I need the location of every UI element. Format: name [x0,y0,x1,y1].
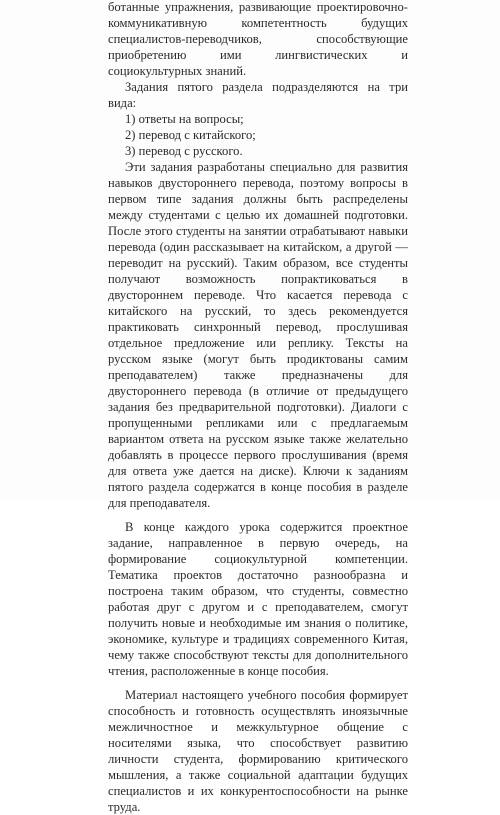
list-item: 1) ответы на вопросы; [125,112,244,126]
paragraph-project-tasks: В конце каждого урока содержится проектное задание, направленное в первую очередь, на формирование социокультурной компетенции. Тематика проектов достаточно разнообразна и построена таким образом, что студенты, совместно работая друг с другом и с преподавателем, смогут получить новые и необходимые им знания о политике, экономике, культуре и традициях современного Китая, чему также способствуют тексты для дополнительного чтения, расположенные в конце пособия. [108,520,408,678]
paragraph-section-five-intro: Задания пятого раздела подразделяются на три вида: [108,80,408,110]
paragraph-competences: Материал настоящего учебного пособия формирует способность и готовность осуществлять иноязычные межличностное и межкультурное общение с носителями языка, что способствует развитию личности студента, формированию критического мышления, а также социальной адаптации будущих специалистов и их конкурентоспособности на рынке труда. [108,688,408,814]
text-column [108,0,408,815]
task-type-list [108,111,408,159]
list-item: 3) перевод с русского. [125,144,243,158]
paragraph-translation-tasks: Эти задания разработаны специально для развития навыков двустороннего перевода, поэтому вопросы в первом типе задания должны быть распределены между студентами с целью их домашней подготовки. После этого студенты на занятии отрабатывают навыки перевода (один рассказывает на китайском, а другой — переводит на русский). Таким образом, все студенты получают возможность попрактиковаться в двустороннем переводе. Что касается перевода с китайского на русский, то здесь рекомендуется практиковать синхронный перевод, прослушивая отдельное предложение или реплику. Тексты на русском языке (могут быть продиктованы самим преподавателем) также предназначены для двустороннего перевода (в отличие от предыдущего задания без предварительной подготовки). Диалоги с пропущенными репликами или с предлагаемым вариантом ответа на русском языке также желательно добавлять в процессе первого прослушивания (время для ответа уже дается на диске). Ключи к заданиям пятого раздела содержатся в конце пособия в разделе для преподавателя. [108,160,408,510]
list-item: 2) перевод с китайского; [125,128,256,142]
paragraph-continuation: ботанные упражнения, развивающие проектировочно-коммуникативную компетентность будущих специалистов-переводчиков, способствующие приобретению ими лингвистических и социокультурных знаний. [108,0,408,78]
